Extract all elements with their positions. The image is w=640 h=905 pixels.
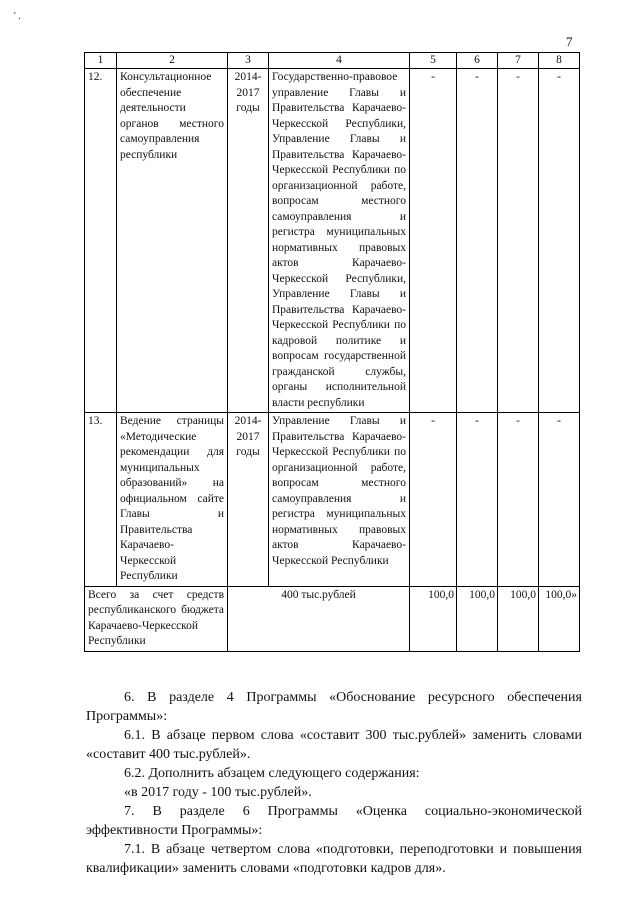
activity-name: Ведение страницы «Методические рекомендации для муниципальных образований» на официальном сайте Главы и Правительства Карачаево-Черкесской Республики <box>117 413 228 587</box>
page-number: 7 <box>566 34 573 49</box>
total-amount: 400 тыс.рублей <box>228 586 410 651</box>
funding-value: - <box>498 69 539 413</box>
total-value: 100,0» <box>539 586 580 651</box>
funding-value: - <box>539 413 580 587</box>
paragraph: «в 2017 году - 100 тыс.рублей». <box>124 785 312 800</box>
funding-value: - <box>498 413 539 587</box>
total-value: 100,0 <box>498 586 539 651</box>
header-cell: 7 <box>498 53 539 69</box>
table-row <box>85 413 580 587</box>
activity-years: 2014-2017 годы <box>228 413 269 587</box>
activity-executor: Управление Главы и Правительства Карачаево-Черкесской Республики по организационной работе, вопросам местного самоуправления и регистра муниципальных нормативных правовых актов Карачаево-Черкесской Республики <box>269 413 410 587</box>
header-cell: 2 <box>117 53 228 69</box>
funding-value: - <box>539 69 580 413</box>
paragraph: 7. В разделе 6 Программы «Оценка социально-экономической эффективности Программы»: <box>86 804 582 838</box>
header-cell: 6 <box>457 53 498 69</box>
header-cell: 3 <box>228 53 269 69</box>
total-label: Всего за счет средств республиканского бюджета Карачаево-Черкесской Республики <box>85 586 228 651</box>
funding-value: - <box>410 69 457 413</box>
paragraph: 6.2. Дополнить абзацем следующего содержания: <box>124 766 420 781</box>
funding-value: - <box>457 69 498 413</box>
paragraph: 7.1. В абзаце четвертом слова «подготовки, переподготовки и повышения квалификации» заменить словами «подготовки кадров для». <box>86 842 582 876</box>
table-total-row <box>85 586 580 651</box>
funding-value: - <box>410 413 457 587</box>
total-value: 100,0 <box>410 586 457 651</box>
funding-value: - <box>457 413 498 587</box>
total-value: 100,0 <box>457 586 498 651</box>
paragraph: 6. В разделе 4 Программы «Обоснование ресурсного обеспечения Программы»: <box>86 690 582 724</box>
paragraph: 6.1. В абзаце первом слова «составит 300 тыс.рублей» заменить словами «составит 400 тыс.рублей». <box>86 728 582 762</box>
header-cell: 1 <box>85 53 117 69</box>
table-row <box>85 69 580 413</box>
row-number: 12. <box>85 69 117 413</box>
amendment-text <box>86 688 582 878</box>
header-cell: 4 <box>269 53 410 69</box>
activity-executor: Государственно-правовое управление Главы и Правительства Карачаево-Черкесской Республики, Управление Главы и Правительства Карачаево-Черкесской Республики по организационной работе, вопросам местного самоуправления и регистра муниципальных нормативных правовых актов Карачаево-Черкесской Республики, Управление Главы и Правительства Карачаево-Черкесской Республики по кадровой политике и вопросам государственной гражданской службы, органы исполнительной власти республики <box>269 69 410 413</box>
header-cell: 5 <box>410 53 457 69</box>
activity-years: 2014-2017 годы <box>228 69 269 413</box>
table-header-row <box>85 53 580 69</box>
header-cell: 8 <box>539 53 580 69</box>
activity-name: Консультационное обеспечение деятельности органов местного самоуправления республики <box>117 69 228 413</box>
program-activities-table <box>84 52 580 652</box>
margin-specks: ' . <box>14 11 21 22</box>
row-number: 13. <box>85 413 117 587</box>
